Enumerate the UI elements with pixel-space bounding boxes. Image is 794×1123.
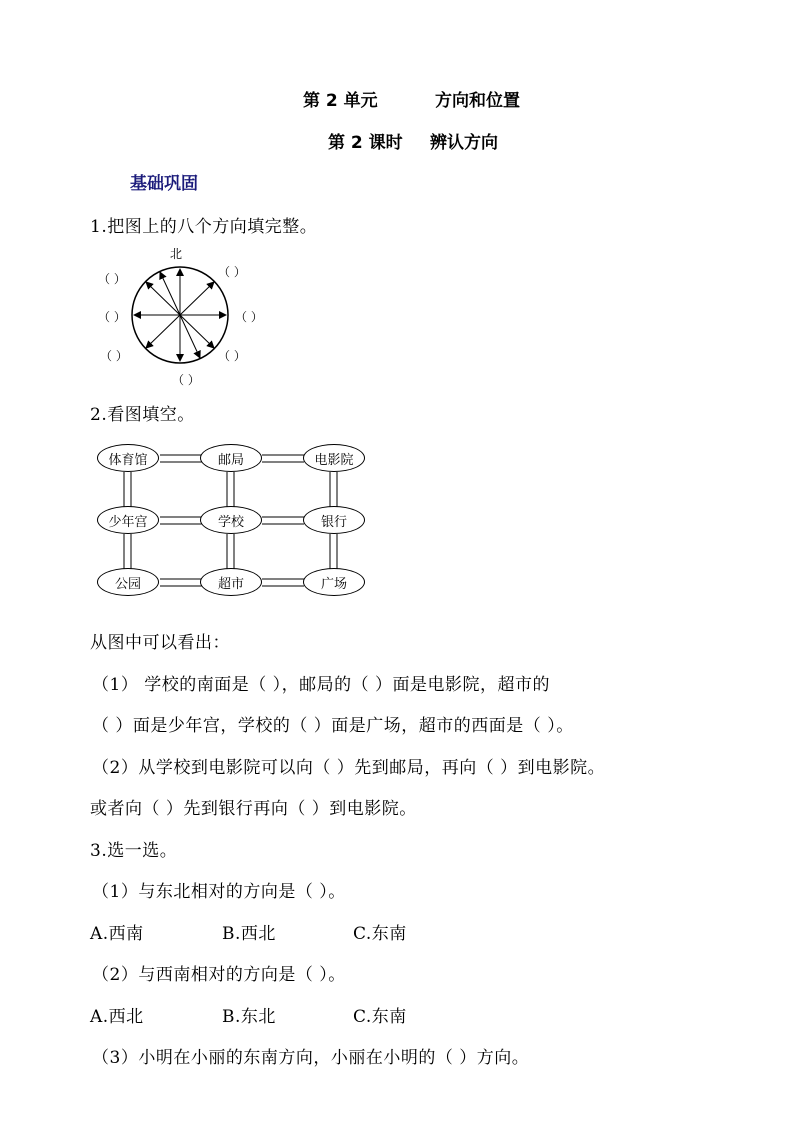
- place-school: 学校: [200, 506, 262, 534]
- north-label: 北: [170, 247, 183, 261]
- arrow-ne: [180, 282, 214, 315]
- lesson-label: 第 2 课时: [328, 133, 403, 153]
- q3-sub-2-option-b: B.东北: [222, 1007, 276, 1027]
- compass-figure: [90, 240, 290, 390]
- q3-sub-2-option-c: C.东南: [353, 1007, 407, 1027]
- q2-line-2: （ ）面是少年宫，学校的（ ）面是广场，超市的西面是（ ）。: [92, 716, 574, 736]
- arrow-se: [180, 315, 214, 348]
- blank-se: （ ）: [218, 349, 246, 363]
- blank-sw: （ ）: [100, 349, 128, 363]
- place-cinema: 电影院: [303, 444, 365, 472]
- blank-ne: （ ）: [218, 265, 246, 279]
- arrow-sse: [180, 315, 200, 358]
- place-youth-palace: 少年宫: [97, 506, 159, 534]
- q2-intro: 从图中可以看出：: [90, 633, 230, 653]
- arrow-nnw: [160, 272, 180, 315]
- lesson-title: 辨认方向: [430, 133, 498, 153]
- question-3-text: 3.选一选。: [90, 841, 178, 861]
- q3-sub-1: （1）与东北相对的方向是（ ）。: [92, 882, 346, 902]
- blank-w: （ ）: [98, 310, 126, 324]
- blank-nw: （ ）: [98, 272, 126, 286]
- unit-label: 第 2 单元: [303, 91, 378, 111]
- place-post-office: 邮局: [200, 444, 262, 472]
- q3-sub-3: （3）小明在小丽的东南方向，小丽在小明的（ ）方向。: [92, 1048, 530, 1068]
- map-diagram: [90, 440, 380, 605]
- section-heading: 基础巩固: [130, 174, 198, 194]
- arrow-sw: [146, 315, 180, 348]
- unit-title: 方向和位置: [435, 91, 520, 111]
- place-supermarket: 超市: [200, 568, 262, 596]
- q2-line-3: （2）从学校到电影院可以向（ ）先到邮局，再向（ ）到电影院。: [92, 758, 606, 778]
- question-1-text: 1.把图上的八个方向填完整。: [90, 217, 318, 237]
- q2-line-4: 或者向（ ）先到银行再向（ ）到电影院。: [90, 799, 417, 819]
- blank-e: （ ）: [235, 310, 263, 324]
- q3-sub-1-option-a: A.西南: [90, 924, 144, 944]
- place-gym: 体育馆: [97, 444, 159, 472]
- q3-sub-2-option-a: A.西北: [90, 1007, 144, 1027]
- q3-sub-2: （2）与西南相对的方向是（ ）。: [92, 965, 346, 985]
- place-square: 广场: [303, 568, 365, 596]
- q2-line-1: （1） 学校的南面是（ ），邮局的（ ）面是电影院，超市的: [92, 675, 551, 695]
- blank-s: （ ）: [172, 373, 200, 387]
- q3-sub-1-option-b: B.西北: [222, 924, 276, 944]
- q3-sub-1-option-c: C.东南: [353, 924, 407, 944]
- question-2-text: 2.看图填空。: [90, 405, 195, 425]
- place-bank: 银行: [303, 506, 365, 534]
- arrow-nw: [146, 282, 180, 315]
- place-park: 公园: [97, 568, 159, 596]
